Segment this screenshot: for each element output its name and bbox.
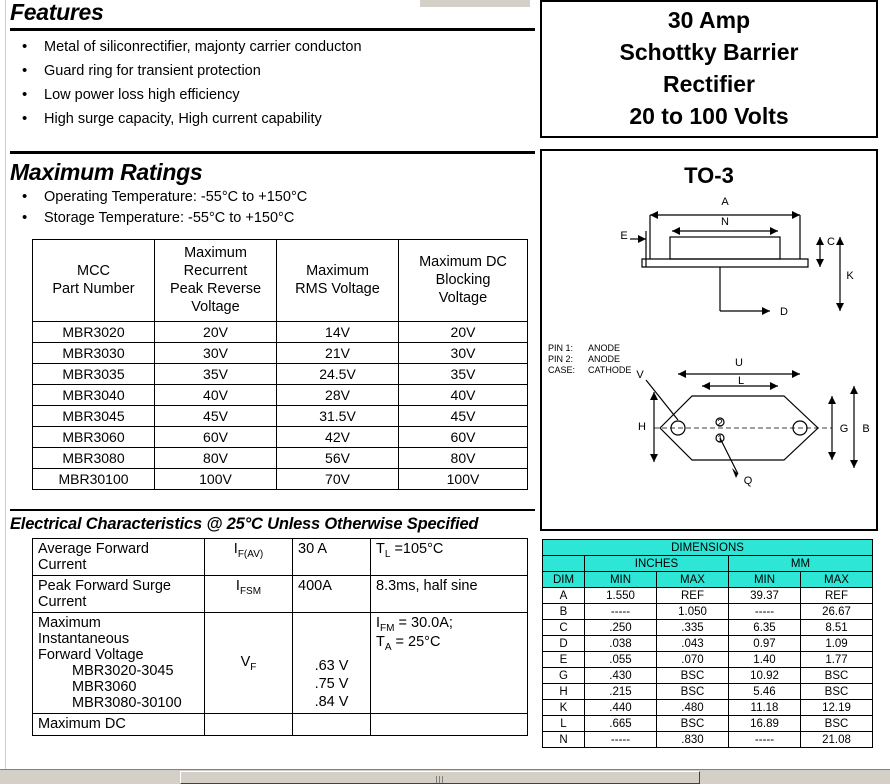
table-row [543, 620, 873, 636]
table-row [33, 613, 528, 714]
cell-in-min: .665 [585, 716, 657, 732]
table-row [33, 406, 528, 427]
cell-rms: 24.5V [277, 364, 399, 385]
svg-text:E: E [620, 230, 628, 242]
pin-label: PIN 2: [548, 354, 574, 364]
features-list [10, 37, 535, 130]
table-row [33, 714, 528, 736]
cell-conditions [371, 539, 528, 576]
cell-in-max: BSC [657, 684, 729, 700]
list-item: • Storage Temperature: -55°C to +150°C [10, 208, 535, 229]
cond-subscript: L [384, 549, 391, 561]
header-line: Voltage [438, 290, 488, 307]
param-part-range: MBR3060 [72, 679, 137, 696]
symbol-main: V [240, 653, 251, 670]
table-row [33, 322, 528, 343]
left-column [10, 0, 535, 770]
column-header-rms-voltage [277, 240, 399, 322]
cell-symbol [205, 576, 293, 613]
cell-peak-reverse: 100V [155, 469, 277, 490]
table-row [543, 652, 873, 668]
cell-peak-reverse: 80V [155, 448, 277, 469]
symbol-subscript: F [250, 661, 257, 673]
cell-part-number: MBR3060 [33, 427, 155, 448]
list-item: • High surge capacity, High current capability [10, 109, 535, 130]
svg-text:K: K [846, 270, 854, 282]
cell-in-min: ----- [585, 732, 657, 748]
cell-dc-blocking: 30V [399, 343, 528, 364]
cell-mm-min: 0.97 [729, 636, 801, 652]
header-line: Peak Reverse [169, 281, 262, 298]
list-item: • Low power loss high efficiency [10, 85, 535, 106]
cond-main: T [376, 634, 385, 651]
table-header-row [33, 240, 528, 322]
cell-rms: 42V [277, 427, 399, 448]
electrical-characteristics-table [32, 538, 528, 736]
svg-text:L: L [737, 375, 745, 387]
pin-legend-row [548, 343, 648, 354]
table-row [543, 716, 873, 732]
horizontal-scrollbar[interactable] [0, 769, 890, 784]
svg-text:A: A [721, 196, 729, 208]
table-header-row [543, 540, 873, 556]
cell-dim: D [543, 636, 585, 652]
cell-rms: 21V [277, 343, 399, 364]
pin-label: CASE: [548, 365, 576, 375]
cell-dim: K [543, 700, 585, 716]
header-line: Maximum [306, 263, 369, 280]
header-line: Recurrent [183, 263, 248, 280]
cell-in-min: .440 [585, 700, 657, 716]
cell-value [293, 714, 371, 736]
electrical-heading: Electrical Characteristics @ 25°C Unless Otherwise Specified [10, 515, 479, 534]
column-header-dc-blocking-voltage [399, 240, 528, 322]
scrollbar-thumb[interactable] [180, 771, 700, 784]
column-header-inches-min: MIN [585, 572, 657, 588]
spacer-cell [543, 556, 585, 572]
features-heading: Features [10, 0, 104, 25]
cell-in-max: BSC [657, 716, 729, 732]
param-line: Average Forward [38, 541, 149, 558]
table-row [543, 588, 873, 604]
param-line: Instantaneous [38, 631, 130, 648]
param-line: Maximum [38, 615, 101, 632]
pin-value: ANODE [588, 354, 621, 364]
column-header-peak-reverse-voltage [155, 240, 277, 322]
cell-dc-blocking: 45V [399, 406, 528, 427]
svg-text:C: C [827, 236, 835, 248]
header-line: Blocking [435, 272, 491, 289]
cond-rest: = 25°C [391, 634, 441, 651]
table-row [543, 604, 873, 620]
cell-dc-blocking: 20V [399, 322, 528, 343]
cell-parameter [33, 576, 205, 613]
cell-mm-min: 1.40 [729, 652, 801, 668]
dimensions-title: DIMENSIONS [543, 540, 873, 556]
cell-part-number: MBR30100 [33, 469, 155, 490]
cell-mm-min: 39.37 [729, 588, 801, 604]
cell-dim: E [543, 652, 585, 668]
cell-in-max: .480 [657, 700, 729, 716]
cell-part-number: MBR3040 [33, 385, 155, 406]
column-header-mm-min: MIN [729, 572, 801, 588]
cell-mm-min: 6.35 [729, 620, 801, 636]
cell-peak-reverse: 40V [155, 385, 277, 406]
cell-mm-max: BSC [801, 684, 873, 700]
package-outline-box [540, 149, 878, 531]
cell-rms: 28V [277, 385, 399, 406]
max-ratings-top-divider [10, 151, 535, 154]
cell-mm-max: BSC [801, 668, 873, 684]
table-row [543, 732, 873, 748]
cell-mm-max: REF [801, 588, 873, 604]
product-title-line: Rectifier [662, 71, 756, 97]
svg-text:H: H [638, 421, 646, 433]
header-line: RMS Voltage [295, 281, 380, 298]
table-row [33, 364, 528, 385]
cell-mm-min: 10.92 [729, 668, 801, 684]
cell-in-max: 1.050 [657, 604, 729, 620]
cell-mm-min: 16.89 [729, 716, 801, 732]
cell-in-max: .070 [657, 652, 729, 668]
cell-dc-blocking: 60V [399, 427, 528, 448]
cell-rms: 14V [277, 322, 399, 343]
cell-rms: 31.5V [277, 406, 399, 427]
column-header-inches-max: MAX [657, 572, 729, 588]
right-column [540, 0, 880, 748]
table-row [543, 636, 873, 652]
table-row [33, 469, 528, 490]
features-divider [10, 28, 535, 31]
cell-mm-max: 21.08 [801, 732, 873, 748]
cell-in-min: .038 [585, 636, 657, 652]
pin-value: ANODE [588, 343, 621, 353]
cell-part-number: MBR3020 [33, 322, 155, 343]
cond-subscript: FM [380, 623, 395, 635]
cell-rms: 70V [277, 469, 399, 490]
package-name: TO-3 [684, 163, 734, 188]
table-row [33, 539, 528, 576]
cond-subscript: A [384, 642, 392, 654]
product-title-line: 20 to 100 Volts [629, 103, 789, 129]
cell-dc-blocking: 80V [399, 448, 528, 469]
cell-dim: C [543, 620, 585, 636]
table-row [33, 576, 528, 613]
param-line: Current [38, 557, 87, 574]
dimensions-table [542, 539, 873, 748]
cell-in-min: ----- [585, 604, 657, 620]
svg-text:G: G [839, 423, 849, 435]
cell-dim: L [543, 716, 585, 732]
cell-dc-blocking: 100V [399, 469, 528, 490]
column-header-dim: DIM [543, 572, 585, 588]
table-row [33, 385, 528, 406]
list-item: • Guard ring for transient protection [10, 61, 535, 82]
svg-text:V: V [636, 369, 644, 381]
pin-value: CATHODE [588, 365, 632, 375]
list-item: • Operating Temperature: -55°C to +150°C [10, 187, 535, 208]
cell-in-max: REF [657, 588, 729, 604]
header-line: Maximum DC [419, 254, 507, 271]
cell-mm-min: 11.18 [729, 700, 801, 716]
param-line: Current [38, 594, 87, 611]
cell-in-max: .335 [657, 620, 729, 636]
cell-in-min: .430 [585, 668, 657, 684]
cell-in-max: .830 [657, 732, 729, 748]
package-side-view-drawing [542, 193, 876, 353]
symbol-main: I [233, 541, 238, 558]
table-header-row [543, 556, 873, 572]
vf-value: .75 V [314, 676, 349, 693]
cell-mm-max: 1.77 [801, 652, 873, 668]
cell-part-number: MBR3035 [33, 364, 155, 385]
cell-mm-max: 8.51 [801, 620, 873, 636]
cell-symbol [205, 613, 293, 714]
cell-value [293, 613, 371, 714]
header-line: Maximum [184, 245, 247, 262]
cell-part-number: MBR3030 [33, 343, 155, 364]
column-header-part-number [33, 240, 155, 322]
cell-dim: A [543, 588, 585, 604]
cell-value: 30 A [293, 539, 371, 576]
product-title-box [540, 0, 878, 138]
table-row [33, 448, 528, 469]
product-title-line: Schottky Barrier [619, 39, 799, 65]
param-line: Forward Voltage [38, 647, 144, 664]
header-line: Part Number [52, 281, 135, 298]
pin-label: PIN 1: [548, 343, 574, 353]
svg-text:N: N [721, 216, 729, 228]
cell-in-min: .250 [585, 620, 657, 636]
max-ratings-heading: Maximum Ratings [10, 159, 203, 186]
cell-mm-min: ----- [729, 604, 801, 620]
svg-text:B: B [862, 423, 870, 435]
group-header-mm: MM [729, 556, 873, 572]
svg-text:Q: Q [743, 475, 753, 487]
cell-parameter [33, 613, 205, 714]
cell-mm-min: 5.46 [729, 684, 801, 700]
max-ratings-table [32, 239, 528, 490]
table-row [543, 700, 873, 716]
param-part-range: MBR3020-3045 [72, 663, 174, 680]
cell-conditions: 8.3ms, half sine [371, 576, 528, 613]
cell-mm-min: ----- [729, 732, 801, 748]
cell-in-min: 1.550 [585, 588, 657, 604]
header-line: Voltage [191, 299, 240, 316]
list-item: • Metal of siliconrectifier, majonty carrier conducton [10, 37, 535, 58]
cell-dim: N [543, 732, 585, 748]
table-row [543, 668, 873, 684]
param-line: Peak Forward Surge [38, 578, 171, 595]
cell-dim: H [543, 684, 585, 700]
scrollbar-grip-icon: ||| [435, 775, 445, 784]
cell-part-number: MBR3045 [33, 406, 155, 427]
cond-main: I [376, 615, 381, 632]
svg-text:2: 2 [717, 418, 723, 429]
cell-peak-reverse: 60V [155, 427, 277, 448]
table-row [33, 427, 528, 448]
table-header-row [543, 572, 873, 588]
electrical-divider [10, 509, 535, 511]
cell-symbol [205, 539, 293, 576]
vf-value: .84 V [314, 694, 349, 711]
vf-value: .63 V [314, 658, 349, 675]
param-part-range: MBR3080-30100 [72, 695, 182, 712]
cell-symbol [205, 714, 293, 736]
cell-mm-max: 1.09 [801, 636, 873, 652]
cond-rest: = 30.0A; [394, 615, 453, 632]
cell-mm-max: BSC [801, 716, 873, 732]
table-row [33, 343, 528, 364]
svg-text:1: 1 [717, 434, 723, 445]
cell-in-min: .055 [585, 652, 657, 668]
symbol-subscript: F(AV) [237, 549, 264, 561]
table-row [543, 684, 873, 700]
header-line: MCC [76, 263, 111, 280]
cell-dim: G [543, 668, 585, 684]
cell-in-min: .215 [585, 684, 657, 700]
svg-text:U: U [735, 357, 743, 369]
cell-dc-blocking: 35V [399, 364, 528, 385]
cell-part-number: MBR3080 [33, 448, 155, 469]
cell-mm-max: 12.19 [801, 700, 873, 716]
cell-peak-reverse: 30V [155, 343, 277, 364]
cell-mm-max: 26.67 [801, 604, 873, 620]
cell-in-max: BSC [657, 668, 729, 684]
cell-parameter: Maximum DC [33, 714, 205, 736]
cond-rest: =105°C [390, 541, 444, 558]
cell-dim: B [543, 604, 585, 620]
cell-in-max: .043 [657, 636, 729, 652]
symbol-main: I [235, 578, 240, 595]
cell-dc-blocking: 40V [399, 385, 528, 406]
cell-conditions [371, 714, 528, 736]
cell-parameter [33, 539, 205, 576]
max-ratings-bullets [10, 187, 535, 229]
package-top-view-drawing [542, 356, 876, 516]
product-title-line: 30 Amp [667, 7, 751, 33]
cell-rms: 56V [277, 448, 399, 469]
page-left-margin [0, 0, 6, 770]
symbol-subscript: FSM [239, 586, 262, 598]
column-header-mm-max: MAX [801, 572, 873, 588]
svg-text:D: D [780, 306, 788, 318]
cond-main: T [376, 541, 385, 558]
cell-conditions [371, 613, 528, 714]
cell-peak-reverse: 45V [155, 406, 277, 427]
group-header-inches: INCHES [585, 556, 729, 572]
cell-value: 400A [293, 576, 371, 613]
cell-peak-reverse: 35V [155, 364, 277, 385]
cell-peak-reverse: 20V [155, 322, 277, 343]
